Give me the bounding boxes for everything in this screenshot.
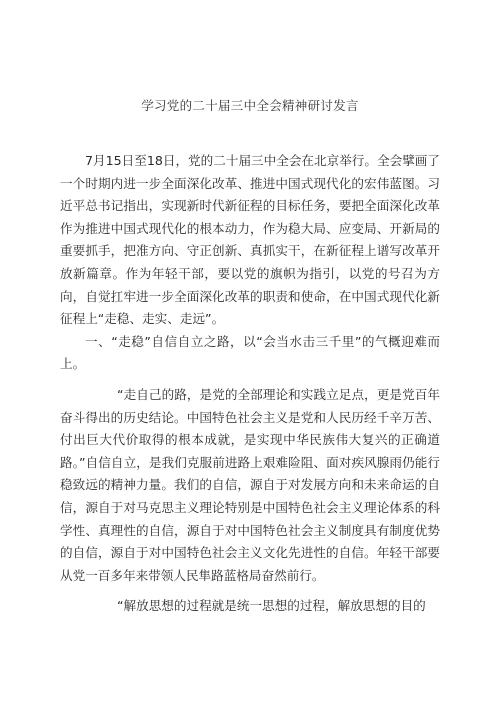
intro-paragraph: 7月15日至18日，党的二十届三中全会在北京举行。全会擘画了一个时期内进一步全面深化改革、推进中国式现代化的宏伟蓝图。习近平总书记指出，实现新时代新征程的目标任务，要把全面深化改革作为推进中国式现代化的根本动力，作为稳大局、应变局、开新局的重要抓手，把准方向、守正创新、真抓实干，在新征程上谱写改革开放新篇章。作为年轻干部，要以党的旗帜为指引，以党的号召为方向，自觉扛牢进一步全面深化改革的职责和使命，在中国式现代化新征程上“走稳、走实、走远”。 [60,153,440,327]
next-paragraph-start: “解放思想的过程就是统一思想的过程，解放思想的目的 [117,598,426,614]
document-body [60,150,440,618]
section-heading-1: 一、“走稳”自信自立之路，以“会当水击三千里”的气概迎难而上。 [60,333,440,372]
document-title: 学习党的二十届三中全会精神研讨发言 [141,98,359,113]
section-1-paragraph: “走自己的路，是党的全部理论和实践立足点，更是党百年奋斗得出的历史结论。中国特色社会主义是党和人民历经千辛万苦、付出巨大代价取得的根本成就，是实现中华民族伟大复兴的正确道路。”自信自立，是我们克服前进路上艰难险阻、面对疾风腺雨仍能行稳致远的精神力量。我们的自信，源自于对发展方向和未来命运的自信，源自于对马克思主义理论特别是中国特色社会主义理论体系的科学性、真理性的自信，源自于对中国特色社会主义制度具有制度优势的自信，源自于对中国特色社会主义文化先进性的自信。年轻干部要从党一百多年来带领人民隼路蓝格局奋然前行。 [60,386,440,583]
